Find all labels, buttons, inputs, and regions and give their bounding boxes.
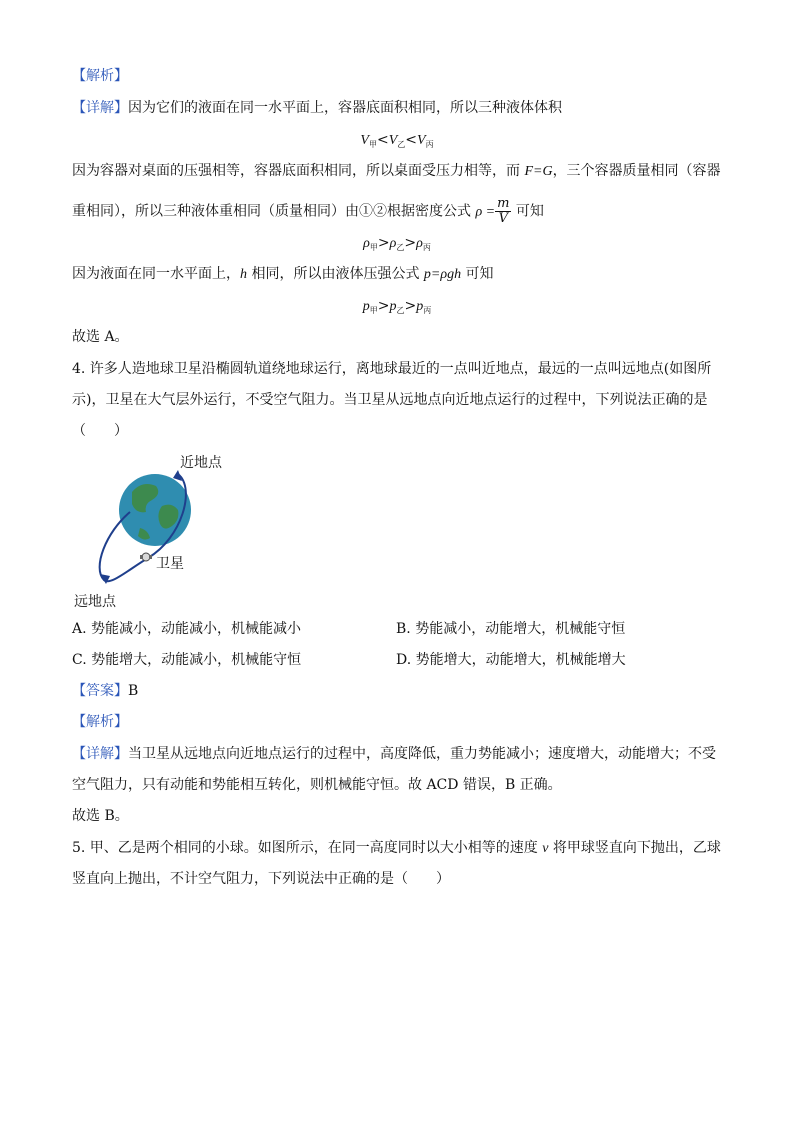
q4-stem-line1: 4. 许多人造地球卫星沿椭圆轨道绕地球运行，离地球最近的一点叫近地点，最远的一点叫远地点(如图所 [72, 361, 712, 377]
q3-detail-line4: 因为液面在同一水平面上，h 相同，所以由液体压强公式 p=ρgh 可知 [72, 266, 494, 282]
q4-conclusion: 故选 B。 [72, 808, 129, 824]
apogee-label: 远地点 [74, 594, 116, 610]
option-b[interactable]: B. 势能减小，动能增大，机械能守恒 [396, 621, 626, 637]
satellite-orbit-diagram [70, 448, 240, 613]
pressure-relation: $p_甲>p_乙>p_丙$ [362, 298, 432, 315]
option-d[interactable]: D. 势能增大，动能增大，机械能增大 [396, 652, 626, 668]
density-relation: $\rho_甲>\rho_乙>\rho_丙$ [363, 235, 431, 252]
earth [119, 474, 191, 546]
orbit-figure [70, 448, 240, 613]
q4-detail-line2: 空气阻力，只有动能和势能相互转化，则机械能守恒。故 ACD 错误，B 正确。 [72, 777, 562, 793]
satellite-label: 卫星 [156, 556, 184, 572]
perigee-label: 近地点 [180, 455, 222, 471]
q4-answer-blank: （ ） [72, 423, 128, 439]
q4-detail-line1: 【详解】当卫星从远地点向近地点运行的过程中，高度降低，重力势能减小；速度增大，动能增大；不受 [72, 746, 716, 762]
q3-detail-line1: 【详解】因为它们的液面在同一水平面上，容器底面积相同，所以三种液体体积 [72, 100, 562, 116]
q3-detail-line2: 因为容器对桌面的压强相等，容器底面积相同，所以桌面受压力相等，而 F=G，三个容器质量相同（容器 [72, 163, 721, 179]
analysis-heading: 【解析】 [72, 68, 128, 84]
option-c[interactable]: C. 势能增大，动能减小，机械能守恒 [72, 652, 302, 668]
option-a[interactable]: A. 势能减小，动能减小，机械能减小 [72, 621, 302, 637]
q4-answer: 【答案】B [72, 683, 139, 699]
q3-conclusion: 故选 A。 [72, 329, 129, 345]
q4-analysis-heading: 【解析】 [72, 714, 128, 730]
satellite-icon [140, 553, 152, 561]
q3-detail-line3: 重相同），所以三种液体重相同（质量相同）由①②根据密度公式 ρ = $\frac{m}{V}$ 可知 [72, 196, 544, 226]
q4-stem-line2: 示)，卫星在大气层外运行，不受空气阻力。当卫星从远地点向近地点运行的过程中，下列说法正确的是 [72, 392, 708, 408]
orbit-arrow-bottom [100, 574, 110, 584]
q5-stem-line1: 5. 甲、乙是两个相同的小球。如图所示，在同一高度同时以大小相等的速度 v 将甲球竖直向下抛出，乙球 [72, 840, 721, 856]
volume-relation: $V_甲<V_乙<V_丙$ [360, 132, 434, 149]
q5-stem-line2: 竖直向上抛出，不计空气阻力，下列说法中正确的是（ ） [72, 871, 450, 887]
density-fraction: $\frac{m}{V}$ [497, 196, 510, 226]
